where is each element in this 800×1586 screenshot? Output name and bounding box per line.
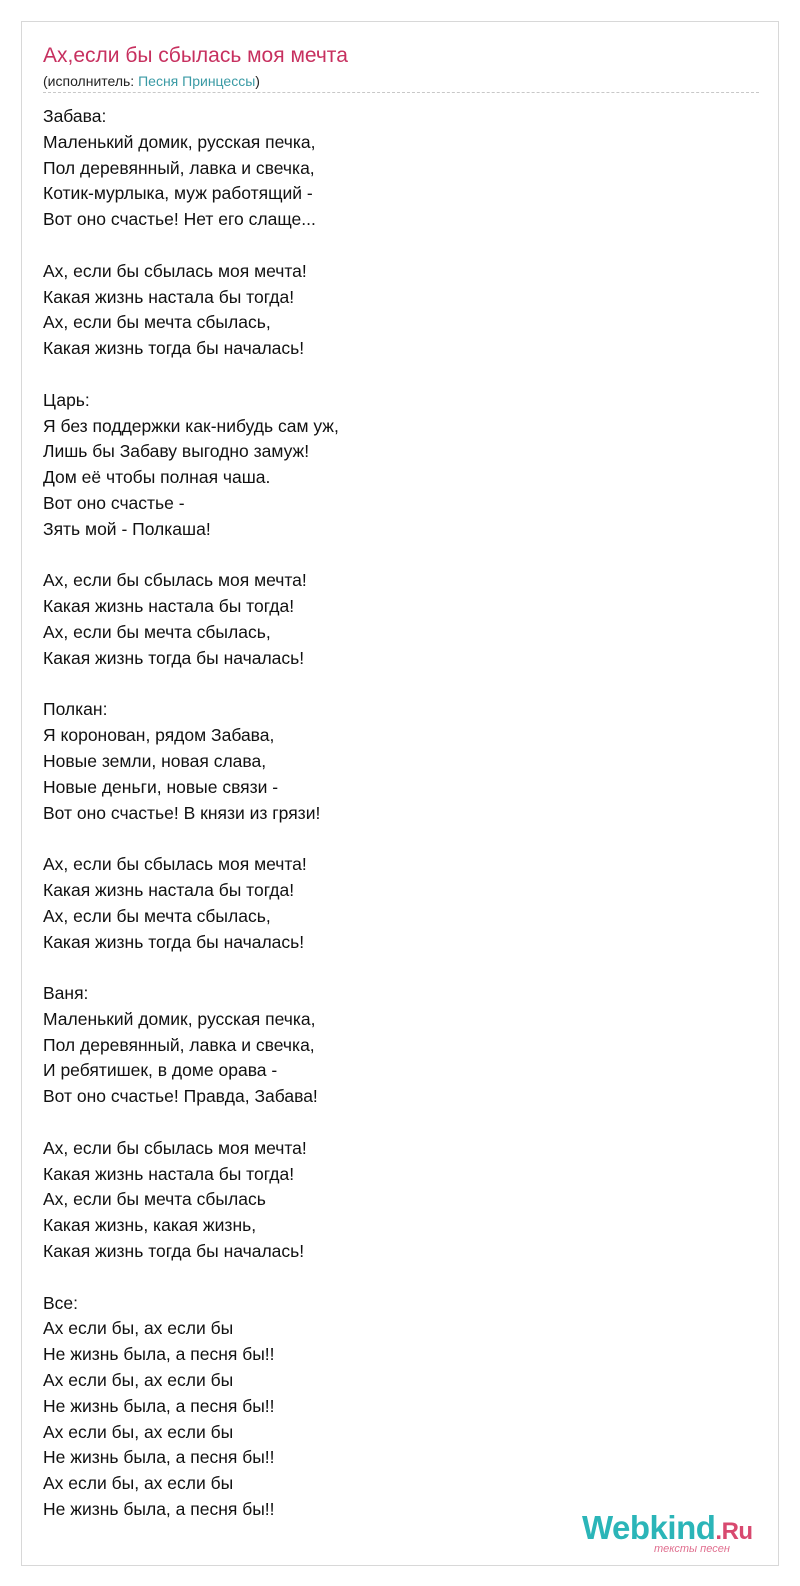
lyrics-line: Какая жизнь, какая жизнь, bbox=[43, 1215, 257, 1236]
song-title: Ах,если бы сбылась моя мечта bbox=[43, 44, 348, 67]
artist-prefix: (исполнитель: bbox=[43, 73, 139, 89]
lyrics-line: Пол деревянный, лавка и свечка, bbox=[43, 1034, 315, 1055]
lyrics-line: Не жизнь была, а песня бы!! bbox=[43, 1499, 275, 1520]
lyrics-line: Вот оно счастье! В князи из грязи! bbox=[43, 802, 321, 823]
lyrics-line: Царь: bbox=[43, 389, 90, 410]
lyrics-line: Не жизнь была, а песня бы!! bbox=[43, 1395, 275, 1416]
lyrics-blank-line bbox=[43, 1110, 743, 1136]
lyrics-line: Какая жизнь тогда бы началась! bbox=[43, 647, 305, 668]
header-divider bbox=[43, 92, 759, 93]
lyrics-line: Какая жизнь настала бы тогда! bbox=[43, 879, 295, 900]
lyrics-line: Ваня: bbox=[43, 983, 89, 1004]
lyrics-line: Дом её чтобы полная чаша. bbox=[43, 467, 271, 488]
lyrics-line: Я без поддержки как-нибудь сам уж, bbox=[43, 415, 339, 436]
lyrics-line: Какая жизнь тогда бы началась! bbox=[43, 931, 305, 952]
song-header bbox=[43, 43, 752, 91]
lyrics-line: Пол деревянный, лавка и свечка, bbox=[43, 157, 315, 178]
lyrics-line: Ах, если бы мечта сбылась, bbox=[43, 905, 271, 926]
lyrics-line: Ах, если бы сбылась моя мечта! bbox=[43, 570, 307, 591]
lyrics-line: Ах если бы, ах если бы bbox=[43, 1473, 234, 1494]
lyrics-line: Ах, если бы сбылась моя мечта! bbox=[43, 1137, 307, 1158]
lyrics-line: И ребятишек, в доме орава - bbox=[43, 1060, 278, 1081]
lyrics-line: Какая жизнь настала бы тогда! bbox=[43, 1163, 295, 1184]
lyrics-line: Маленький домик, русская печка, bbox=[43, 1008, 316, 1029]
lyrics-line: Я коронован, рядом Забава, bbox=[43, 725, 275, 746]
lyrics-blank-line bbox=[43, 1265, 743, 1291]
lyrics-line: Ах если бы, ах если бы bbox=[43, 1318, 234, 1339]
logo-main-text: Webkind bbox=[582, 1509, 716, 1546]
lyrics-line: Какая жизнь тогда бы началась! bbox=[43, 338, 305, 359]
lyrics-blank-line bbox=[43, 362, 743, 388]
logo-tagline: тексты песен bbox=[654, 1543, 730, 1555]
lyrics-blank-line bbox=[43, 233, 743, 259]
lyrics-blank-line bbox=[43, 543, 743, 569]
lyrics-line: Котик-мурлыка, муж работящий - bbox=[43, 183, 313, 204]
lyrics-line: Какая жизнь тогда бы началась! bbox=[43, 1241, 305, 1262]
logo-tld: .Ru bbox=[715, 1518, 753, 1545]
webkind-logo[interactable] bbox=[582, 1510, 772, 1556]
lyrics-line: Новые земли, новая слава, bbox=[43, 750, 267, 771]
lyrics-blank-line bbox=[43, 955, 743, 981]
lyrics-blank-line bbox=[43, 672, 743, 698]
lyrics-line: Полкан: bbox=[43, 699, 108, 720]
lyrics-line: Все: bbox=[43, 1292, 79, 1313]
lyrics-line: Вот оно счастье! Нет его слаще... bbox=[43, 209, 316, 230]
artist-link[interactable]: Песня Принцессы bbox=[138, 73, 256, 89]
lyrics-line: Забава: bbox=[43, 106, 107, 126]
lyrics-line: Ах если бы, ах если бы bbox=[43, 1421, 234, 1442]
artist-line bbox=[43, 71, 752, 91]
artist-suffix: ) bbox=[255, 73, 260, 89]
lyrics-body bbox=[43, 104, 743, 1523]
lyrics-line: Ах если бы, ах если бы bbox=[43, 1370, 234, 1391]
lyrics-line: Новые деньги, новые связи - bbox=[43, 776, 279, 797]
lyrics-line: Не жизнь была, а песня бы!! bbox=[43, 1447, 275, 1468]
lyrics-line: Лишь бы Забаву выгодно замуж! bbox=[43, 441, 310, 462]
lyrics-line: Какая жизнь настала бы тогда! bbox=[43, 286, 295, 307]
lyrics-blank-line bbox=[43, 826, 743, 852]
lyrics-line: Ах, если бы мечта сбылась bbox=[43, 1189, 266, 1210]
lyrics-line: Ах, если бы мечта сбылась, bbox=[43, 621, 271, 642]
lyrics-line: Какая жизнь настала бы тогда! bbox=[43, 596, 295, 617]
lyrics-line: Зять мой - Полкаша! bbox=[43, 518, 211, 539]
lyrics-line: Ах, если бы сбылась моя мечта! bbox=[43, 260, 307, 281]
lyrics-line: Не жизнь была, а песня бы!! bbox=[43, 1344, 275, 1365]
lyrics-line: Вот оно счастье - bbox=[43, 492, 185, 513]
lyrics-line: Маленький домик, русская печка, bbox=[43, 131, 316, 152]
lyrics-line: Вот оно счастье! Правда, Забава! bbox=[43, 1086, 318, 1107]
lyrics-line: Ах, если бы сбылась моя мечта! bbox=[43, 854, 307, 875]
lyrics-line: Ах, если бы мечта сбылась, bbox=[43, 312, 271, 333]
